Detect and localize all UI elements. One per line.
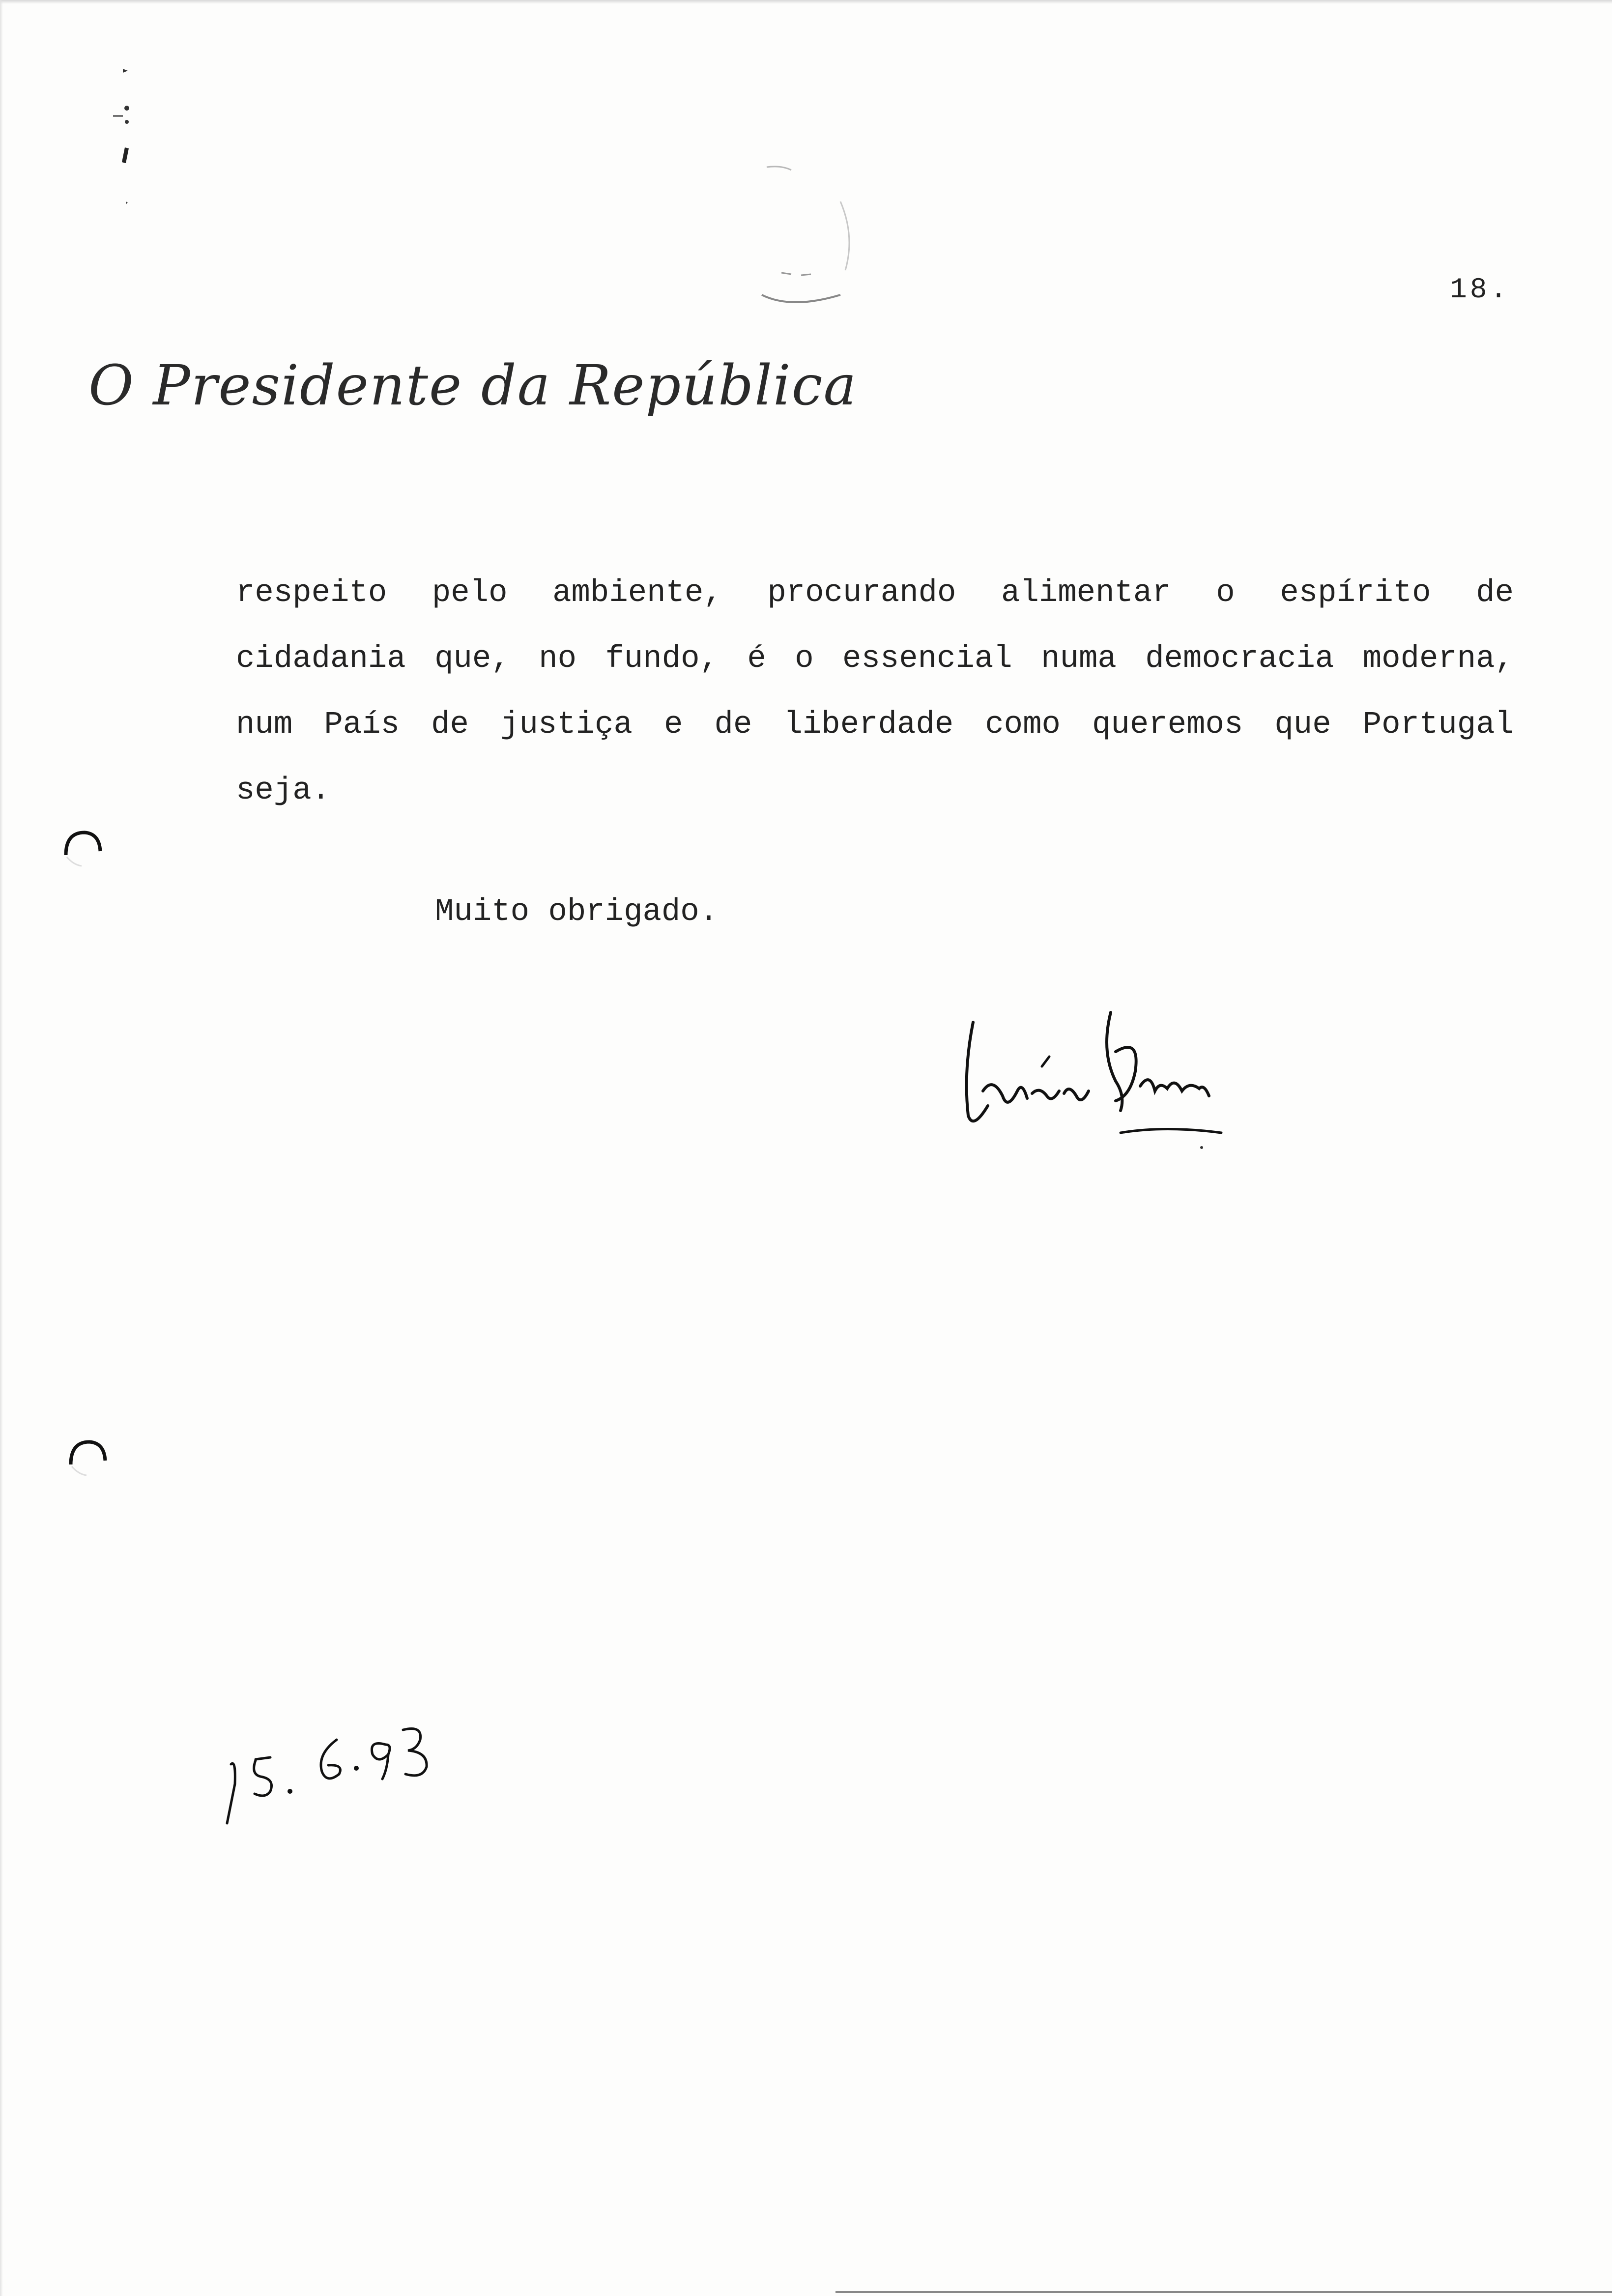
signature-image bbox=[953, 993, 1238, 1150]
body-line: seja. bbox=[236, 773, 331, 808]
body-paragraph bbox=[236, 560, 1514, 824]
letterhead-title: O Presidente da República bbox=[88, 354, 858, 418]
body-line: cidadania que, no fundo, é o essencial numa democracia moderna, bbox=[236, 641, 1514, 677]
body-line: respeito pelo ambiente, procurando alimentar o espírito de bbox=[236, 575, 1514, 611]
punch-hole-lower bbox=[64, 1435, 111, 1482]
margin-ink-marks bbox=[108, 59, 138, 216]
handwritten-date-image bbox=[216, 1710, 491, 1828]
scan-left-edge bbox=[0, 0, 3, 2296]
scan-bottom-edge bbox=[835, 2291, 1612, 2293]
faint-stamp-trace bbox=[737, 157, 875, 319]
closing-remark: Muito obrigado. bbox=[435, 894, 719, 930]
scan-top-edge bbox=[0, 0, 1612, 4]
page-number: 18. bbox=[1450, 274, 1510, 306]
punch-hole-upper bbox=[59, 826, 106, 873]
body-line: num País de justiça e de liberdade como queremos que Portugal bbox=[236, 707, 1514, 743]
